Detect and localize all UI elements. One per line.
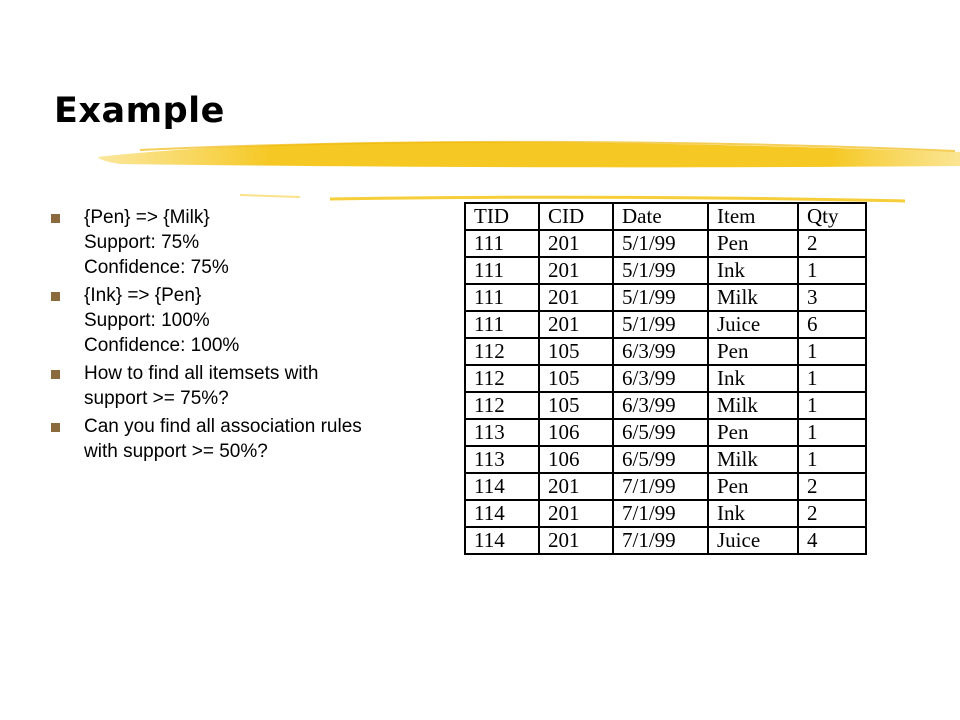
highlight-stroke-tail (330, 197, 905, 201)
bullet-item (50, 283, 450, 358)
cell-cid: 201 (539, 311, 613, 338)
cell-tid: 111 (465, 257, 539, 284)
bullet-text: Support: 100% (84, 310, 210, 331)
cell-qty: 6 (798, 311, 866, 338)
cell-tid: 114 (465, 527, 539, 554)
cell-tid: 111 (465, 284, 539, 311)
cell-tid: 114 (465, 500, 539, 527)
cell-cid: 201 (539, 500, 613, 527)
header-qty: Qty (798, 203, 866, 230)
cell-date: 6/3/99 (613, 392, 708, 419)
header-tid: TID (465, 203, 539, 230)
cell-qty: 1 (798, 392, 866, 419)
cell-qty: 1 (798, 257, 866, 284)
cell-qty: 1 (798, 338, 866, 365)
cell-cid: 105 (539, 392, 613, 419)
cell-qty: 2 (798, 500, 866, 527)
bullet-list (50, 205, 450, 467)
bullet-text: Can you find all association rules (84, 416, 362, 437)
cell-tid: 111 (465, 311, 539, 338)
square-bullet-icon (51, 370, 60, 379)
bullet-text: support >= 75%? (84, 388, 229, 409)
cell-item: Milk (708, 446, 798, 473)
cell-cid: 201 (539, 284, 613, 311)
table-row (465, 527, 866, 554)
cell-qty: 4 (798, 527, 866, 554)
table-row (465, 284, 866, 311)
cell-cid: 201 (539, 473, 613, 500)
cell-qty: 2 (798, 473, 866, 500)
table-row (465, 473, 866, 500)
bullet-text: {Pen} => {Milk} (84, 207, 210, 228)
cell-item: Pen (708, 419, 798, 446)
header-cid: CID (539, 203, 613, 230)
table-row (465, 500, 866, 527)
cell-item: Ink (708, 257, 798, 284)
cell-qty: 1 (798, 365, 866, 392)
cell-tid: 112 (465, 392, 539, 419)
bullet-text: {Ink} => {Pen} (84, 285, 202, 306)
table-row (465, 338, 866, 365)
highlight-stroke-edge (140, 142, 955, 151)
cell-cid: 105 (539, 365, 613, 392)
cell-date: 6/3/99 (613, 365, 708, 392)
header-date: Date (613, 203, 708, 230)
bullet-text: How to find all itemsets with (84, 363, 319, 384)
cell-item: Pen (708, 230, 798, 257)
table-row (465, 311, 866, 338)
bullet-text: Confidence: 100% (84, 335, 240, 356)
cell-cid: 106 (539, 419, 613, 446)
cell-date: 6/5/99 (613, 446, 708, 473)
cell-date: 7/1/99 (613, 473, 708, 500)
table-row (465, 392, 866, 419)
bullet-text: with support >= 50%? (84, 441, 268, 462)
table-body (465, 230, 866, 554)
header-item: Item (708, 203, 798, 230)
cell-date: 6/5/99 (613, 419, 708, 446)
table-row (465, 419, 866, 446)
cell-item: Pen (708, 473, 798, 500)
bullet-item (50, 205, 450, 280)
cell-date: 5/1/99 (613, 311, 708, 338)
cell-date: 5/1/99 (613, 230, 708, 257)
cell-item: Juice (708, 311, 798, 338)
cell-item: Pen (708, 338, 798, 365)
cell-date: 5/1/99 (613, 257, 708, 284)
table-row (465, 257, 866, 284)
square-bullet-icon (51, 292, 60, 301)
table-row (465, 365, 866, 392)
highlight-stroke-main (98, 142, 960, 167)
cell-tid: 113 (465, 446, 539, 473)
bullet-item (50, 361, 450, 411)
cell-item: Milk (708, 392, 798, 419)
cell-cid: 201 (539, 230, 613, 257)
cell-qty: 1 (798, 446, 866, 473)
cell-tid: 113 (465, 419, 539, 446)
cell-cid: 105 (539, 338, 613, 365)
cell-qty: 2 (798, 230, 866, 257)
cell-cid: 201 (539, 257, 613, 284)
table-header-row (465, 203, 866, 230)
cell-item: Milk (708, 284, 798, 311)
cell-date: 7/1/99 (613, 527, 708, 554)
table-row (465, 446, 866, 473)
cell-cid: 106 (539, 446, 613, 473)
cell-qty: 3 (798, 284, 866, 311)
cell-item: Ink (708, 500, 798, 527)
bullet-text: Confidence: 75% (84, 257, 229, 278)
bullet-item (50, 414, 450, 464)
transactions-table (464, 202, 867, 555)
cell-tid: 112 (465, 338, 539, 365)
cell-date: 5/1/99 (613, 284, 708, 311)
slide-title: Example (54, 91, 225, 131)
cell-qty: 1 (798, 419, 866, 446)
cell-item: Juice (708, 527, 798, 554)
square-bullet-icon (51, 423, 60, 432)
cell-cid: 201 (539, 527, 613, 554)
cell-date: 6/3/99 (613, 338, 708, 365)
cell-tid: 111 (465, 230, 539, 257)
highlight-stroke-speck (240, 195, 300, 197)
cell-tid: 114 (465, 473, 539, 500)
cell-tid: 112 (465, 365, 539, 392)
cell-item: Ink (708, 365, 798, 392)
bullet-text: Support: 75% (84, 232, 200, 253)
table-row (465, 230, 866, 257)
square-bullet-icon (51, 214, 60, 223)
cell-date: 7/1/99 (613, 500, 708, 527)
